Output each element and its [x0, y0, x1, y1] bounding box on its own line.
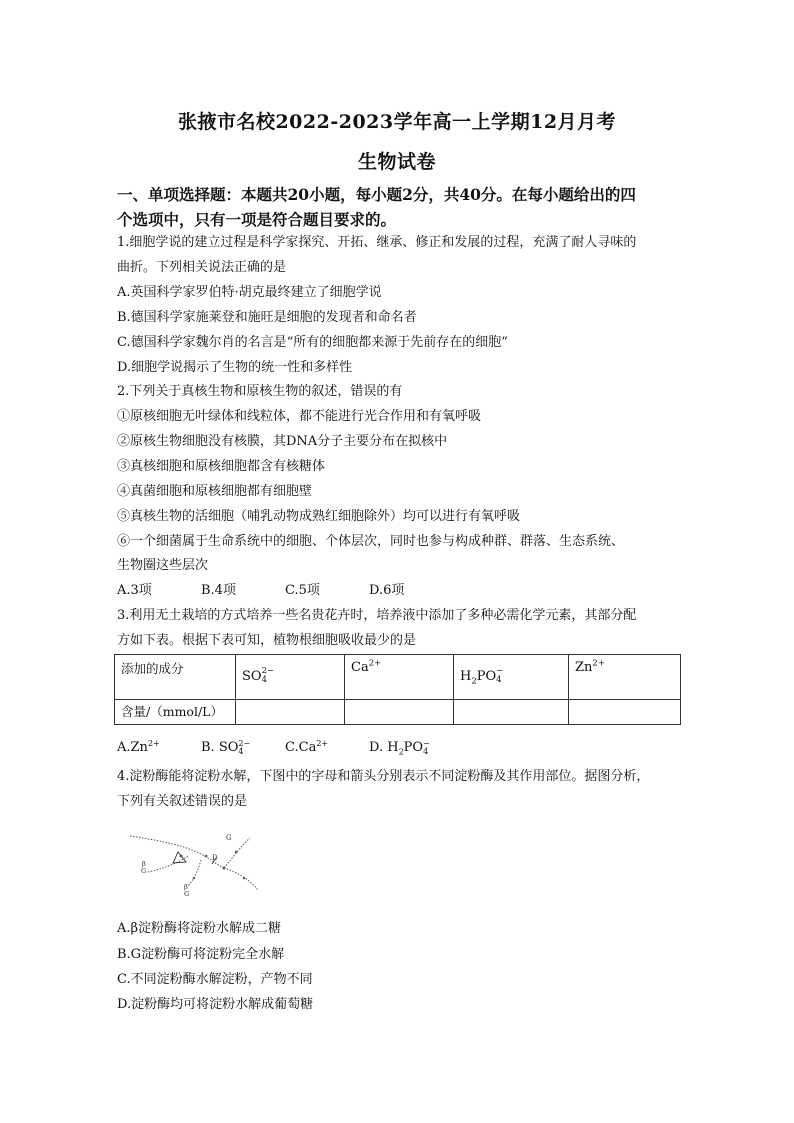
q2-statement-6-line-1: ⑥一个细菌属于生命系统中的细胞、个体层次，同时也参与构成种群、群落、生态系统、 — [117, 534, 625, 549]
starch-chain-lower-branch — [224, 868, 258, 890]
q4-stem-line-1: 4.淀粉酶能将淀粉水解，下图中的字母和箭头分别表示不同淀粉酶及其作用部位。据图分析， — [117, 769, 650, 784]
table-row-label-amount: 含量/（mmol/L） — [115, 700, 236, 725]
starch-chain-upper-branch — [224, 838, 250, 868]
table-cell-empty — [569, 700, 681, 725]
table-header-sulfate: SO 2− 4 — [236, 655, 345, 700]
q2-statement-1: ①原核细胞无叶绿体和线粒体，都不能进行光合作用和有氧呼吸 — [117, 409, 482, 424]
q2-stem: 2.下列关于真核生物和原核生物的叙述，错误的有 — [117, 384, 403, 399]
nutrient-table — [114, 654, 681, 725]
q2-statement-3: ③真核细胞和原核细胞都含有核糖体 — [117, 459, 326, 474]
table-cell-empty — [454, 700, 569, 725]
q4-option-a: A.β淀粉酶将淀粉水解成二糖 — [117, 921, 282, 936]
q4-option-b: B.G淀粉酶可将淀粉完全水解 — [117, 947, 285, 962]
starch-enzyme-diagram — [126, 826, 276, 902]
table-header-zinc: $Zn^{2+}$ — [569, 655, 681, 700]
q2-options — [117, 582, 697, 600]
table-header-calcium: $Ca^{2+}$ — [345, 655, 454, 700]
q3-option-c: $C.Ca^{2+}$ — [285, 739, 329, 756]
q3-option-d: D. $H_2PO$ − 4 — [369, 738, 430, 757]
q2-statement-5: ⑤真核生物的活细胞（哺乳动物成熟红细胞除外）均可以进行有氧呼吸 — [117, 509, 521, 524]
q2-option-b: B.4项 — [201, 583, 236, 598]
label-d: D — [212, 854, 218, 862]
table-header-row — [115, 655, 681, 700]
q1-stem-line-1: 1.细胞学说的建立过程是科学家探究、开拓、继承、修正和发展的过程，充满了耐人寻味的 — [117, 235, 637, 250]
table-row-label-components: 添加的成分 — [115, 655, 236, 700]
q1-option-a: A.英国科学家罗伯特·胡克最终建立了细胞学说 — [117, 285, 382, 300]
q2-option-d: D.6项 — [369, 583, 405, 598]
label-g-left: G — [141, 867, 147, 875]
page-title: 张掖市名校2022-2023学年高一上学期12月月考 — [177, 111, 617, 133]
q4-stem-line-2: 下列有关叙述错误的是 — [117, 794, 248, 809]
q3-options — [117, 735, 697, 762]
section-heading-line-2: 个选项中，只有一项是符合题目要求的。 — [117, 210, 397, 229]
q1-stem-line-2: 曲折。下列相关说法正确的是 — [117, 260, 287, 275]
table-header-phosphate: $H_2PO$ − 4 — [454, 655, 569, 700]
label-g-top: G — [226, 834, 232, 842]
label-g-bottom: G — [184, 890, 190, 898]
table-cell-empty — [345, 700, 454, 725]
q4-option-c: C.不同淀粉酶水解淀粉，产物不同 — [117, 972, 313, 987]
q2-option-a: A.3项 — [117, 583, 152, 598]
q2-option-c: C.5项 — [285, 583, 320, 598]
q2-statement-4: ④真菌细胞和原核细胞都有细胞壁 — [117, 484, 313, 499]
label-beta-left: β — [142, 860, 146, 868]
q2-statement-6-line-2: 生物圈这些层次 — [117, 558, 209, 573]
page-subtitle: 生物试卷 — [357, 151, 436, 173]
table-cell-empty — [236, 700, 345, 725]
section-heading-line-1: 一、单项选择题：本题共20小题，每小题2分，共40分。在每小题给出的四 — [117, 185, 636, 204]
q1-option-c: C.德国科学家魏尔肖的名言是“所有的细胞都来源于先前存在的细胞” — [117, 335, 508, 350]
table-row-content — [115, 700, 681, 725]
q3-option-a: $A.Zn^{2+}$ — [117, 739, 160, 756]
q3-option-b: B. SO 2− 4 — [201, 738, 251, 756]
label-beta-bottom: β — [184, 883, 188, 891]
starch-chain-bottom-branch — [188, 860, 201, 886]
q3-stem-line-2: 方如下表。根据下表可知，植物根细胞吸收最少的是 — [117, 633, 417, 648]
q3-stem-line-1: 3.利用无土栽培的方式培养一些名贵花卉时，培养液中添加了多种必需化学元素，其部分配 — [117, 608, 637, 623]
q2-statement-2: ②原核生物细胞没有核膜，其DNA分子主要分布在拟核中 — [117, 434, 448, 449]
q1-option-b: B.德国科学家施莱登和施旺是细胞的发现者和命名者 — [117, 310, 417, 325]
starch-chain-left-branch — [148, 856, 188, 872]
q1-option-d: D.细胞学说揭示了生物的统一性和多样性 — [117, 360, 353, 375]
q4-option-d: D.淀粉酶均可将淀粉水解成葡萄糖 — [117, 997, 314, 1012]
